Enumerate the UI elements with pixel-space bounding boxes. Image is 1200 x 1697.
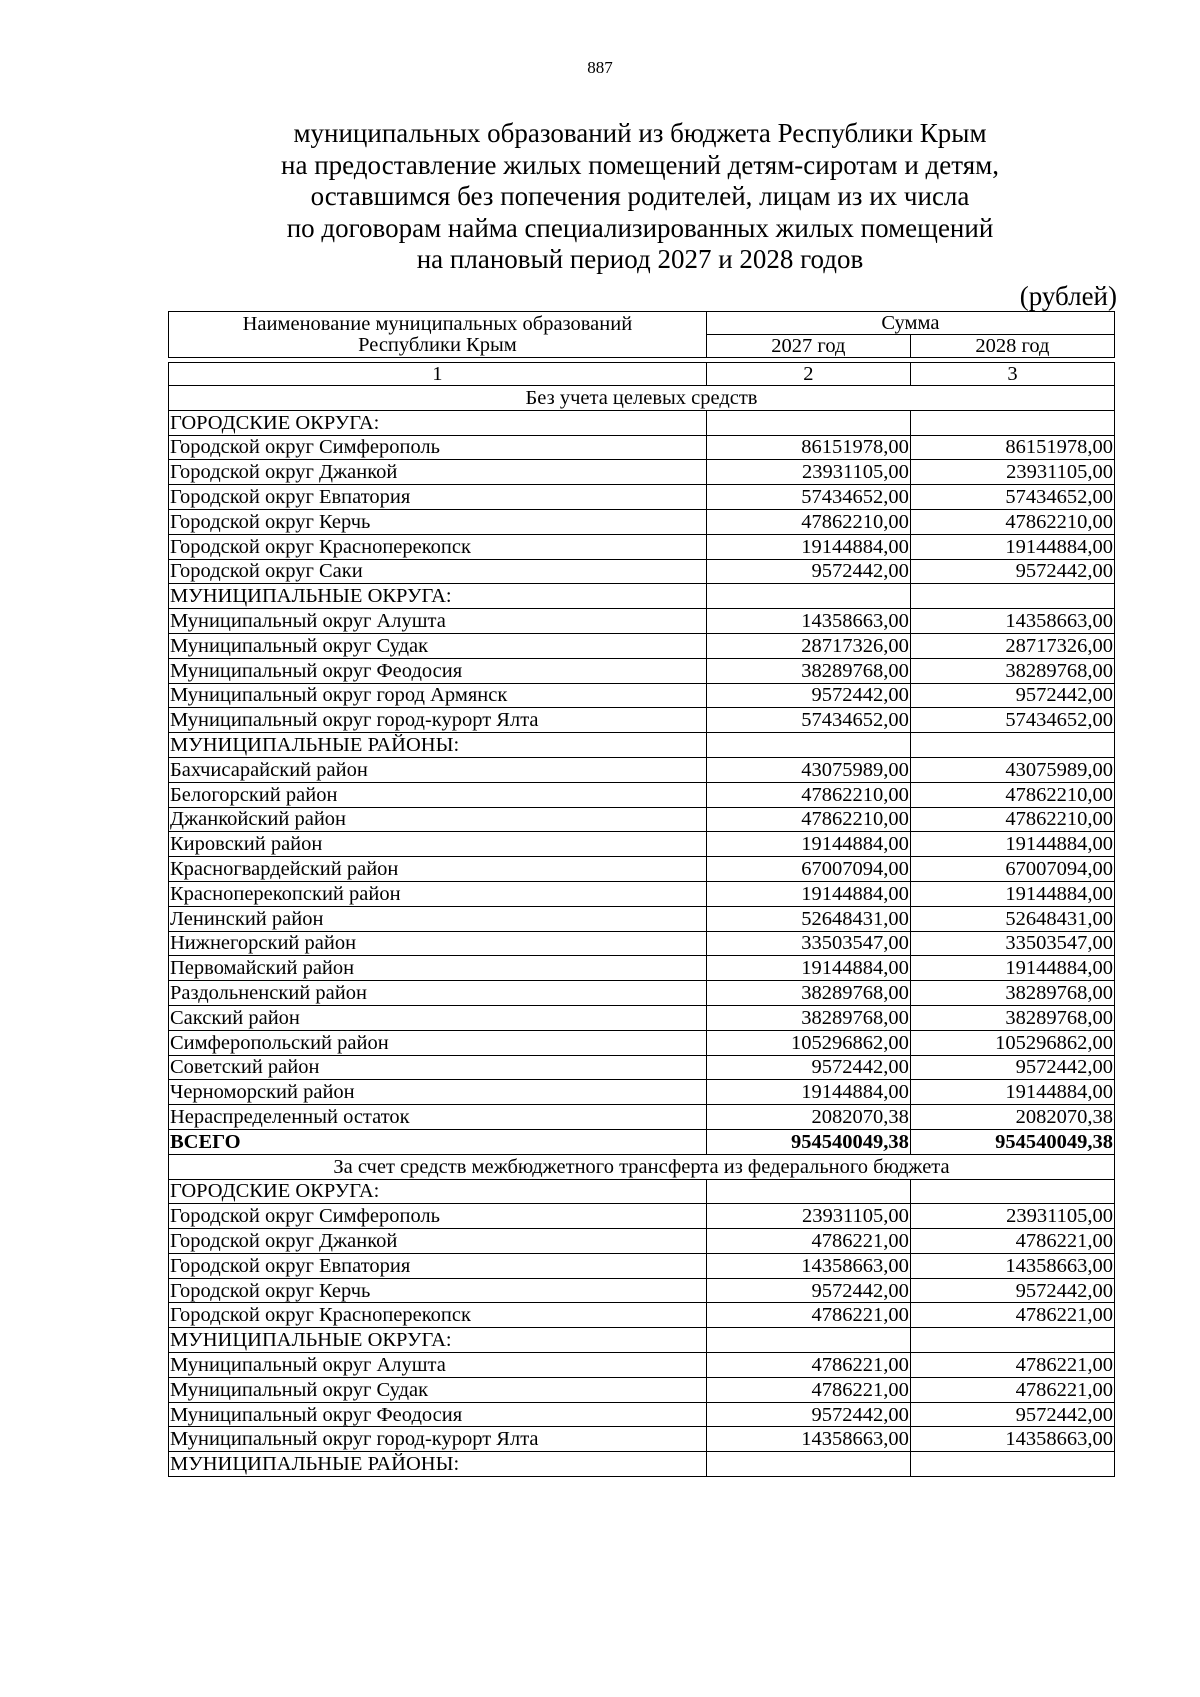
amount-2027: 28717326,00	[706, 633, 910, 658]
amount-2027: 4786221,00	[706, 1229, 910, 1254]
group-row	[169, 1179, 1115, 1204]
amount-2028: 4786221,00	[910, 1303, 1114, 1328]
amount-2028: 52648431,00	[910, 906, 1114, 931]
amount-2027	[706, 1452, 910, 1477]
amount-2027: 47862210,00	[706, 509, 910, 534]
municipality-name: Муниципальный округ Феодосия	[169, 1402, 707, 1427]
amount-2027: 19144884,00	[706, 1080, 910, 1105]
group-name: МУНИЦИПАЛЬНЫЕ РАЙОНЫ:	[169, 733, 707, 758]
municipality-name: Советский район	[169, 1055, 707, 1080]
amount-2028: 9572442,00	[910, 1402, 1114, 1427]
municipality-name: Муниципальный округ город-курорт Ялта	[169, 708, 707, 733]
amount-2028: 23931105,00	[910, 1204, 1114, 1229]
amount-2027: 47862210,00	[706, 782, 910, 807]
table-row	[169, 609, 1115, 634]
municipality-name: Красногвардейский район	[169, 857, 707, 882]
amount-2027: 105296862,00	[706, 1030, 910, 1055]
municipality-name: Муниципальный округ Судак	[169, 1377, 707, 1402]
title-line: оставшимся без попечения родителей, лицам из их числа	[310, 181, 970, 211]
amount-2027: 57434652,00	[706, 708, 910, 733]
document-title	[170, 118, 1110, 276]
municipality-name: Городской округ Керчь	[169, 1278, 707, 1303]
amount-2028	[910, 584, 1114, 609]
municipality-name: Муниципальный округ Феодосия	[169, 658, 707, 683]
table-row	[169, 1278, 1115, 1303]
table-row	[169, 1229, 1115, 1254]
amount-2028: 38289768,00	[910, 658, 1114, 683]
amount-2027: 52648431,00	[706, 906, 910, 931]
amount-2027: 9572442,00	[706, 1055, 910, 1080]
unit-label: (рублей)	[1019, 281, 1117, 311]
amount-2027: 14358663,00	[706, 609, 910, 634]
amount-2027	[706, 410, 910, 435]
table-row	[169, 807, 1115, 832]
table-row	[169, 435, 1115, 460]
amount-2027: 33503547,00	[706, 931, 910, 956]
municipality-name: Муниципальный округ Алушта	[169, 609, 707, 634]
amount-2027: 19144884,00	[706, 832, 910, 857]
amount-2027: 86151978,00	[706, 435, 910, 460]
table-row	[169, 1253, 1115, 1278]
municipality-name: Муниципальный округ город-курорт Ялта	[169, 1427, 707, 1452]
municipality-name: Городской округ Красноперекопск	[169, 1303, 707, 1328]
amount-2028: 33503547,00	[910, 931, 1114, 956]
header-2028-cell: 2028 год	[910, 335, 1114, 358]
amount-2027: 23931105,00	[706, 460, 910, 485]
table-row	[169, 1080, 1115, 1105]
table-row	[169, 1055, 1115, 1080]
amount-2028: 47862210,00	[910, 807, 1114, 832]
table-row	[169, 683, 1115, 708]
amount-2028: 14358663,00	[910, 609, 1114, 634]
section-title: За счет средств межбюджетного трансферта из федерального бюджета	[169, 1154, 1115, 1179]
municipality-name: Нижнегорский район	[169, 931, 707, 956]
table-row	[169, 509, 1115, 534]
amount-2028: 9572442,00	[910, 559, 1114, 584]
amount-2028: 4786221,00	[910, 1353, 1114, 1378]
group-row	[169, 410, 1115, 435]
amount-2028: 57434652,00	[910, 708, 1114, 733]
amount-2027: 47862210,00	[706, 807, 910, 832]
group-name: МУНИЦИПАЛЬНЫЕ ОКРУГА:	[169, 584, 707, 609]
municipality-name: Городской округ Керчь	[169, 509, 707, 534]
amount-2028: 19144884,00	[910, 1080, 1114, 1105]
municipality-name: Муниципальный округ Алушта	[169, 1353, 707, 1378]
amount-2027	[706, 733, 910, 758]
amount-2028: 38289768,00	[910, 1005, 1114, 1030]
allocation-table	[168, 311, 1115, 1477]
amount-2027: 57434652,00	[706, 485, 910, 510]
header-sum-cell: Сумма	[706, 312, 1114, 335]
table-row	[169, 981, 1115, 1006]
amount-2027: 38289768,00	[706, 1005, 910, 1030]
amount-2028: 105296862,00	[910, 1030, 1114, 1055]
municipality-name: Красноперекопский район	[169, 881, 707, 906]
table-row	[169, 708, 1115, 733]
amount-2028: 47862210,00	[910, 782, 1114, 807]
municipality-name: Городской округ Джанкой	[169, 1229, 707, 1254]
table-row	[169, 956, 1115, 981]
municipality-name: Раздольненский район	[169, 981, 707, 1006]
amount-2028	[910, 410, 1114, 435]
municipality-name: Ленинский район	[169, 906, 707, 931]
municipality-name: Первомайский район	[169, 956, 707, 981]
amount-2028	[910, 1328, 1114, 1353]
amount-2027: 4786221,00	[706, 1303, 910, 1328]
column-number: 1	[169, 363, 707, 386]
amount-2027: 23931105,00	[706, 1204, 910, 1229]
table-row	[169, 658, 1115, 683]
title-line: на плановый период 2027 и 2028 годов	[416, 244, 864, 274]
amount-2027: 19144884,00	[706, 534, 910, 559]
table-row	[169, 906, 1115, 931]
amount-2027	[706, 1179, 910, 1204]
table-row	[169, 857, 1115, 882]
table-row	[169, 1377, 1115, 1402]
total-row	[169, 1129, 1115, 1154]
amount-2028: 86151978,00	[910, 435, 1114, 460]
amount-2028: 14358663,00	[910, 1253, 1114, 1278]
municipality-name: Городской округ Евпатория	[169, 1253, 707, 1278]
amount-2027: 4786221,00	[706, 1377, 910, 1402]
amount-2028: 4786221,00	[910, 1229, 1114, 1254]
amount-2028: 19144884,00	[910, 832, 1114, 857]
amount-2027: 38289768,00	[706, 981, 910, 1006]
table-row	[169, 1353, 1115, 1378]
group-row	[169, 1328, 1115, 1353]
table-row	[169, 881, 1115, 906]
section-row	[169, 386, 1115, 411]
municipality-name: Симферопольский район	[169, 1030, 707, 1055]
municipality-name: Муниципальный округ город Армянск	[169, 683, 707, 708]
municipality-name: Нераспределенный остаток	[169, 1105, 707, 1130]
amount-2028: 954540049,38	[910, 1129, 1114, 1154]
amount-2028: 19144884,00	[910, 881, 1114, 906]
table-row	[169, 1303, 1115, 1328]
amount-2027: 38289768,00	[706, 658, 910, 683]
amount-2027: 14358663,00	[706, 1427, 910, 1452]
municipality-name: Белогорский район	[169, 782, 707, 807]
amount-2027: 2082070,38	[706, 1105, 910, 1130]
amount-2028: 23931105,00	[910, 460, 1114, 485]
title-line: на предоставление жилых помещений детям-сиротам и детям,	[281, 149, 999, 180]
amount-2027: 954540049,38	[706, 1129, 910, 1154]
table-row	[169, 1402, 1115, 1427]
title-line: по договорам найма специализированных жилых помещений	[286, 212, 994, 243]
header-name-line: Наименование муниципальных образований	[242, 312, 633, 335]
municipality-name: Черноморский район	[169, 1080, 707, 1105]
amount-2027: 67007094,00	[706, 857, 910, 882]
table-row	[169, 832, 1115, 857]
table-row	[169, 1005, 1115, 1030]
amount-2027: 19144884,00	[706, 881, 910, 906]
amount-2027	[706, 1328, 910, 1353]
group-row	[169, 584, 1115, 609]
amount-2027: 9572442,00	[706, 683, 910, 708]
header-row	[169, 312, 1115, 335]
amount-2028: 43075989,00	[910, 757, 1114, 782]
section-title: Без учета целевых средств	[169, 386, 1115, 411]
municipality-name: Городской округ Симферополь	[169, 1204, 707, 1229]
amount-2028: 28717326,00	[910, 633, 1114, 658]
municipality-name: Городской округ Красноперекопск	[169, 534, 707, 559]
table-row	[169, 1427, 1115, 1452]
table-row	[169, 757, 1115, 782]
municipality-name: Кировский район	[169, 832, 707, 857]
group-name: ГОРОДСКИЕ ОКРУГА:	[169, 1179, 707, 1204]
table-row	[169, 782, 1115, 807]
amount-2028: 9572442,00	[910, 1055, 1114, 1080]
table-row	[169, 559, 1115, 584]
header-name-cell	[169, 312, 707, 358]
municipality-name: Городской округ Симферополь	[169, 435, 707, 460]
amount-2027	[706, 584, 910, 609]
table-row	[169, 1204, 1115, 1229]
amount-2028: 4786221,00	[910, 1377, 1114, 1402]
municipality-name: Муниципальный округ Судак	[169, 633, 707, 658]
amount-2027: 19144884,00	[706, 956, 910, 981]
amount-2027: 9572442,00	[706, 559, 910, 584]
municipality-name: Городской округ Джанкой	[169, 460, 707, 485]
table-row	[169, 460, 1115, 485]
municipality-name: Городской округ Евпатория	[169, 485, 707, 510]
municipality-name: Джанкойский район	[169, 807, 707, 832]
table-row	[169, 931, 1115, 956]
amount-2028: 2082070,38	[910, 1105, 1114, 1130]
amount-2027: 9572442,00	[706, 1402, 910, 1427]
amount-2028	[910, 1179, 1114, 1204]
table-row	[169, 485, 1115, 510]
amount-2028: 57434652,00	[910, 485, 1114, 510]
amount-2027: 14358663,00	[706, 1253, 910, 1278]
page-number: 887	[587, 58, 613, 77]
group-name: ГОРОДСКИЕ ОКРУГА:	[169, 410, 707, 435]
column-number: 2	[706, 363, 910, 386]
municipality-name: Бахчисарайский район	[169, 757, 707, 782]
municipality-name: ВСЕГО	[169, 1129, 707, 1154]
amount-2027: 43075989,00	[706, 757, 910, 782]
section-row	[169, 1154, 1115, 1179]
amount-2028: 14358663,00	[910, 1427, 1114, 1452]
table-row	[169, 633, 1115, 658]
amount-2028	[910, 733, 1114, 758]
amount-2027: 4786221,00	[706, 1353, 910, 1378]
header-2027-cell: 2027 год	[706, 335, 910, 358]
column-number-row	[169, 363, 1115, 386]
municipality-name: Городской округ Саки	[169, 559, 707, 584]
group-name: МУНИЦИПАЛЬНЫЕ ОКРУГА:	[169, 1328, 707, 1353]
amount-2028: 9572442,00	[910, 1278, 1114, 1303]
group-row	[169, 733, 1115, 758]
amount-2028: 9572442,00	[910, 683, 1114, 708]
amount-2028: 19144884,00	[910, 534, 1114, 559]
amount-2028: 19144884,00	[910, 956, 1114, 981]
amount-2028: 47862210,00	[910, 509, 1114, 534]
header-name-line: Республики Крым	[358, 333, 517, 356]
group-name: МУНИЦИПАЛЬНЫЕ РАЙОНЫ:	[169, 1452, 707, 1477]
amount-2028	[910, 1452, 1114, 1477]
table-row	[169, 534, 1115, 559]
column-number: 3	[910, 363, 1114, 386]
group-row	[169, 1452, 1115, 1477]
amount-2028: 67007094,00	[910, 857, 1114, 882]
amount-2028: 38289768,00	[910, 981, 1114, 1006]
table-row	[169, 1030, 1115, 1055]
title-line: муниципальных образований из бюджета Республики Крым	[293, 118, 987, 148]
amount-2027: 9572442,00	[706, 1278, 910, 1303]
municipality-name: Сакский район	[169, 1005, 707, 1030]
table-row	[169, 1105, 1115, 1130]
